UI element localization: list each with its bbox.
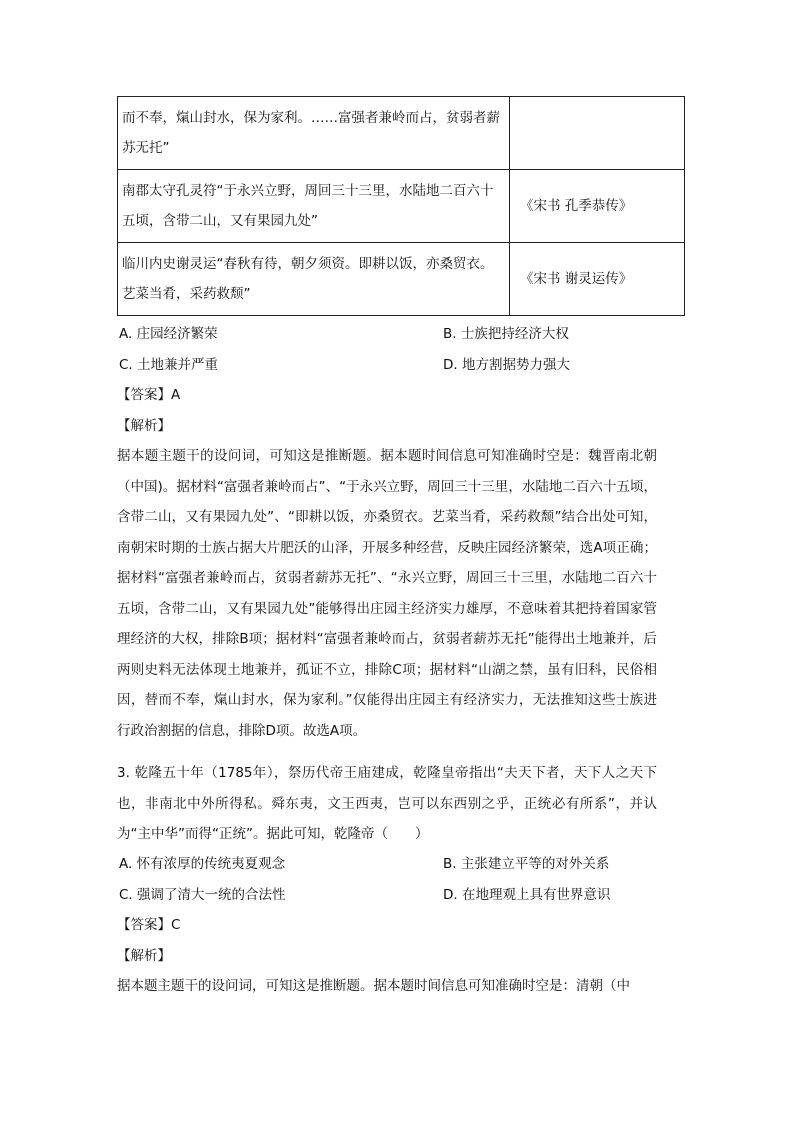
- table-cell-content: 南郡太守孔灵符“于永兴立野，周回三十三里，水陆地二百六十五顷，含带二山，又有果园九处”: [118, 170, 510, 243]
- q2-options-row-1: [119, 323, 679, 345]
- table-cell-source: 《宋书 谢灵运传》: [510, 243, 685, 316]
- q3-options-row-2: [119, 884, 679, 906]
- table-cell-content: 临川内史谢灵运“春秋有待，朝夕须资。即耕以饭，亦桑贸衣。艺菜当肴，采药救颓”: [118, 243, 510, 316]
- table-cell-source: [510, 97, 685, 170]
- table-cell-content: 而不奉，熂山封水，保为家利。……富强者兼岭而占，贫弱者薪苏无托”: [118, 97, 510, 170]
- q3-analysis-label: 【解析】: [117, 948, 171, 964]
- q3-option-b: B. 主张建立平等的对外关系: [443, 856, 610, 872]
- q2-analysis-label: 【解析】: [117, 418, 171, 434]
- table-row: [118, 97, 685, 170]
- q3-option-d: D. 在地理观上具有世界意识: [443, 887, 611, 903]
- source-table: [117, 96, 685, 316]
- q2-analysis-text: 据本题主题干的设问词，可知这是推断题。据本题时间信息可知准确时空是：魏晋南北朝（中国)。据材料“富强者兼岭而占”、“于永兴立野，周回三十三里，水陆地二百六十五顷，含带二山，又有果园九处”、“即耕以饭，亦桑贸衣。艺菜当肴，采药救颓”结合出处可知，南朝宋时期的士族占据大片肥沃的山泽，开展多种经营，反映庄园经济繁荣，选A项正确；据材料“富强者兼岭而占，贫弱者薪苏无托”、“永兴立野，周回三十三里，水陆地二百六十五顷，含带二山，又有果园九处”能够得出庄园主经济实力雄厚，不意味着其把持着国家管理经济的大权，排除B项；据材料“富强者兼岭而占，贫弱者薪苏无托”能得出土地兼并，后两则史料无法体现土地兼并，孤证不立，排除C项；据材料“山湖之禁，虽有旧科，民俗相因，替而不奉，熂山封水，保为家利。”仅能得出庄园主有经济实力，无法推知这些士族进行政治割据的信息，排除D项。故选A项。: [117, 448, 657, 739]
- q2-answer: 【答案】A: [117, 387, 181, 403]
- q2-option-c: C. 土地兼并严重: [119, 357, 219, 373]
- q3-stem: 3. 乾隆五十年（1785年），祭历代帝王庙建成，乾隆皇帝指出“夫天下者，天下人之天下也，非南北中外所得私。舜东夷，文王西夷，岂可以东西别之乎，正统必有所系”，并认为“主中华”而得“正统”。据此可知，乾隆帝（ ）: [117, 765, 657, 842]
- table-row: [118, 243, 685, 316]
- q2-option-d: D. 地方割据势力强大: [443, 357, 570, 373]
- q2-options-row-2: [119, 354, 679, 376]
- table-row: [118, 170, 685, 243]
- q3-analysis-text: 据本题主题干的设问词，可知这是推断题。据本题时间信息可知准确时空是：清朝（中: [117, 978, 630, 994]
- q3-options-row-1: [119, 853, 679, 875]
- q3-option-c: C. 强调了清大一统的合法性: [119, 887, 286, 903]
- q3-answer: 【答案】C: [117, 917, 181, 933]
- q2-option-b: B. 士族把持经济大权: [443, 326, 569, 342]
- q3-option-a: A. 怀有浓厚的传统夷夏观念: [119, 856, 286, 872]
- table-cell-source: 《宋书 孔季恭传》: [510, 170, 685, 243]
- q2-option-a: A. 庄园经济繁荣: [119, 326, 218, 342]
